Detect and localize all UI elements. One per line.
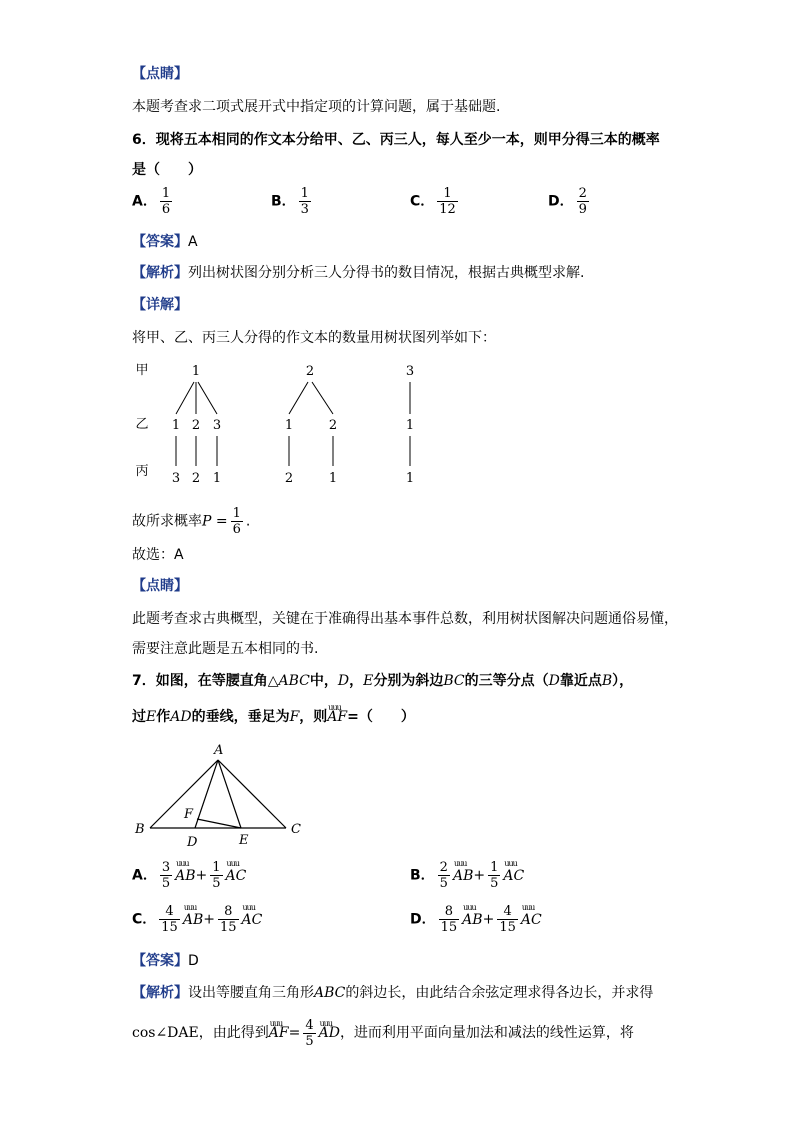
numerator: 1 [443,186,452,201]
q6-stem-line2: 是（ ） [132,162,202,178]
result-prefix: 故所求概率 [132,513,202,530]
triangle-figure [130,740,310,852]
plus-sign: + [203,911,215,928]
q6-option-d [548,186,592,217]
answer-label: 【答案】 [132,234,188,250]
var-d: D [548,673,560,689]
q6-point-line1: 此题考查求古典概型，关键在于准确得出基本事件总数，利用树状图解决问题通俗易懂， [132,611,678,627]
tree-mid-1: 1 [171,418,181,433]
tree-mid-3: 3 [212,418,222,433]
var-e: E [146,709,157,725]
q6-point-line2: 需要注意此题是五本相同的书. [132,641,319,657]
tree-bottom-4: 2 [284,471,294,486]
vector-ab: uuu AB [453,868,473,884]
vector-ac: uuu AC [242,912,263,928]
result-end: . [245,513,251,530]
text: =（ ） [347,709,415,725]
numerator: 4 [503,904,512,919]
row-label-yi: 乙 [135,417,149,432]
label-f: F [184,807,194,822]
q6-result [132,506,250,537]
row-label-jia: 甲 [135,363,149,378]
text: ，则 [299,709,328,725]
q7-option-a [132,860,246,891]
numerator: 1 [490,860,499,875]
point-text-1: 本题考查求二项式展开式中指定项的计算问题，属于基础题. [132,99,501,115]
option-letter: B． [410,867,435,884]
triangle-abc: △ABC [267,673,310,689]
coef-2 [488,860,500,891]
result-var: P [202,513,212,530]
var-abc: ABC [314,985,346,1001]
coef-1 [159,904,180,935]
q6-analysis [132,263,584,283]
coef-2 [210,860,222,891]
vector-ab: uuu AB [183,912,203,928]
tree-bottom-2: 2 [191,471,201,486]
option-letter: A． [132,193,157,210]
vector-af: uuu AF [327,707,347,727]
var-f: F [289,709,300,725]
plus-sign: + [195,867,208,884]
text: 的垂线，垂足为 [191,709,290,725]
coef-1 [438,860,450,891]
option-fraction [437,186,458,217]
q6-stem-line1: 6．现将五本相同的作文本分给甲、乙、丙三人，每人至少一本，则甲分得三本的概率 [132,132,660,148]
vector-ad: uuu AD [319,1016,340,1050]
text: ， [349,673,364,689]
denominator: 6 [161,202,171,217]
option-letter: D． [548,193,574,210]
equals: = [288,1025,301,1041]
var-d: D [337,673,350,689]
var-ad: AD [170,709,192,725]
label-b: B [135,822,145,837]
q6-point-label: 【点睛】 [132,578,188,594]
coef-1 [160,860,172,891]
text: 分别为斜边 [373,673,444,689]
denominator: 5 [490,876,499,891]
vector-af: uuu AF [269,1016,289,1050]
analysis-text: 列出树状图分别分析三人分得书的数目情况，根据古典概型求解. [188,265,585,281]
var-b: B [601,673,613,689]
q6-detail-label: 【详解】 [132,297,188,313]
q7-stem-line2 [132,707,415,727]
analysis-label: 【解析】 [132,985,188,1001]
q7-stem-line1 [132,671,633,691]
analysis-label: 【解析】 [132,265,188,281]
text: ）， [612,673,634,689]
option-fraction [299,186,311,217]
var-bc: BC [443,673,465,689]
denominator: 12 [439,202,456,217]
q6-answer [132,232,198,252]
cos-dae: cos∠DAE [132,1025,199,1041]
numerator: 8 [444,904,454,919]
q6-option-a [132,186,175,217]
denominator: 5 [161,876,171,891]
option-letter: C． [132,911,157,928]
q7-option-d [410,904,542,935]
denominator: 15 [219,920,237,935]
segment-ad [195,760,218,828]
coef-1 [439,904,460,935]
coef-2 [497,904,518,935]
q7-analysis-line2 [132,1016,634,1050]
tree-bottom-6: 1 [405,471,415,486]
denominator: 6 [232,522,241,537]
tree-bottom-5: 1 [328,471,338,486]
numerator: 1 [232,506,241,521]
label-c: C [291,822,301,837]
point-label-1: 【点睛】 [132,66,188,82]
denominator: 5 [439,876,448,891]
denominator: 3 [300,202,309,217]
plus-sign: + [482,911,495,928]
text: 设出等腰直角三角形 [188,985,314,1001]
option-fraction [160,186,172,217]
q7-option-c [132,904,262,935]
q7-option-b [410,860,524,891]
denominator: 5 [305,1033,314,1049]
tree-top-2: 2 [305,364,315,379]
vector-ac: uuu AC [226,868,247,884]
numerator: 2 [578,186,587,201]
answer-value: D [188,953,199,969]
side-ac [218,760,286,828]
coef [303,1018,315,1049]
text: 作 [156,709,171,725]
numerator: 8 [224,904,233,919]
q7-answer [132,951,199,971]
numerator: 1 [300,186,309,201]
option-letter: B． [271,193,296,210]
numerator: 3 [161,860,171,875]
q7-analysis-line1 [132,983,653,1003]
denominator: 5 [212,876,221,891]
tree-bottom-3: 1 [212,471,222,486]
plus-sign: + [473,867,486,884]
denominator: 15 [499,920,516,935]
tree-bottom-1: 3 [171,471,181,486]
coef-2 [218,904,239,935]
answer-label: 【答案】 [132,953,188,969]
var-e: E [363,673,374,689]
segment-ef [197,819,241,828]
tree-mid-2: 2 [191,418,201,433]
text: 7．如图，在等腰直角 [132,673,268,689]
label-d: D [187,835,198,850]
q6-choose: 故选：A [132,547,184,563]
numerator: 4 [165,904,174,919]
numerator: 4 [305,1017,314,1033]
text: ，进而利用平面向量加法和减法的线性运算，将 [339,1025,634,1041]
q6-option-c [410,186,461,217]
tree-diagram [130,358,440,488]
answer-value: A [188,234,198,250]
text: 中， [309,673,338,689]
vector-ac: uuu AC [521,912,542,928]
text: 过 [132,709,146,725]
denominator: 15 [161,920,178,935]
text: 的三等分点（ [464,673,549,689]
tree-top-3: 3 [405,364,415,379]
numerator: 2 [439,860,448,875]
vector-ab: uuu AB [175,868,195,884]
tree-top-1: 1 [191,364,201,379]
tree-mid-6: 1 [405,418,415,433]
text: 靠近点 [559,673,602,689]
text: 的斜边长，由此结合余弦定理求得各边长，并求得 [345,985,654,1001]
denominator: 9 [578,202,587,217]
option-letter: A． [132,867,157,884]
result-fraction [231,506,243,537]
option-fraction [577,186,589,217]
segment-ae [218,760,241,828]
option-letter: D． [410,911,436,928]
row-label-bing: 丙 [135,464,149,479]
label-a: A [214,743,224,758]
denominator: 15 [440,920,458,935]
q6-detail-text: 将甲、乙、丙三人分得的作文本的数量用树状图列举如下： [132,330,496,346]
label-e: E [239,833,249,848]
numerator: 1 [212,860,221,875]
vector-ab: uuu AB [462,912,482,928]
result-eq: = [215,513,228,530]
vector-ac: uuu AC [503,868,524,884]
q6-option-b [271,186,314,217]
tree-mid-4: 1 [284,418,294,433]
tree-mid-5: 2 [328,418,338,433]
numerator: 1 [161,186,171,201]
option-letter: C． [410,193,435,210]
text: ，由此得到 [198,1025,269,1041]
